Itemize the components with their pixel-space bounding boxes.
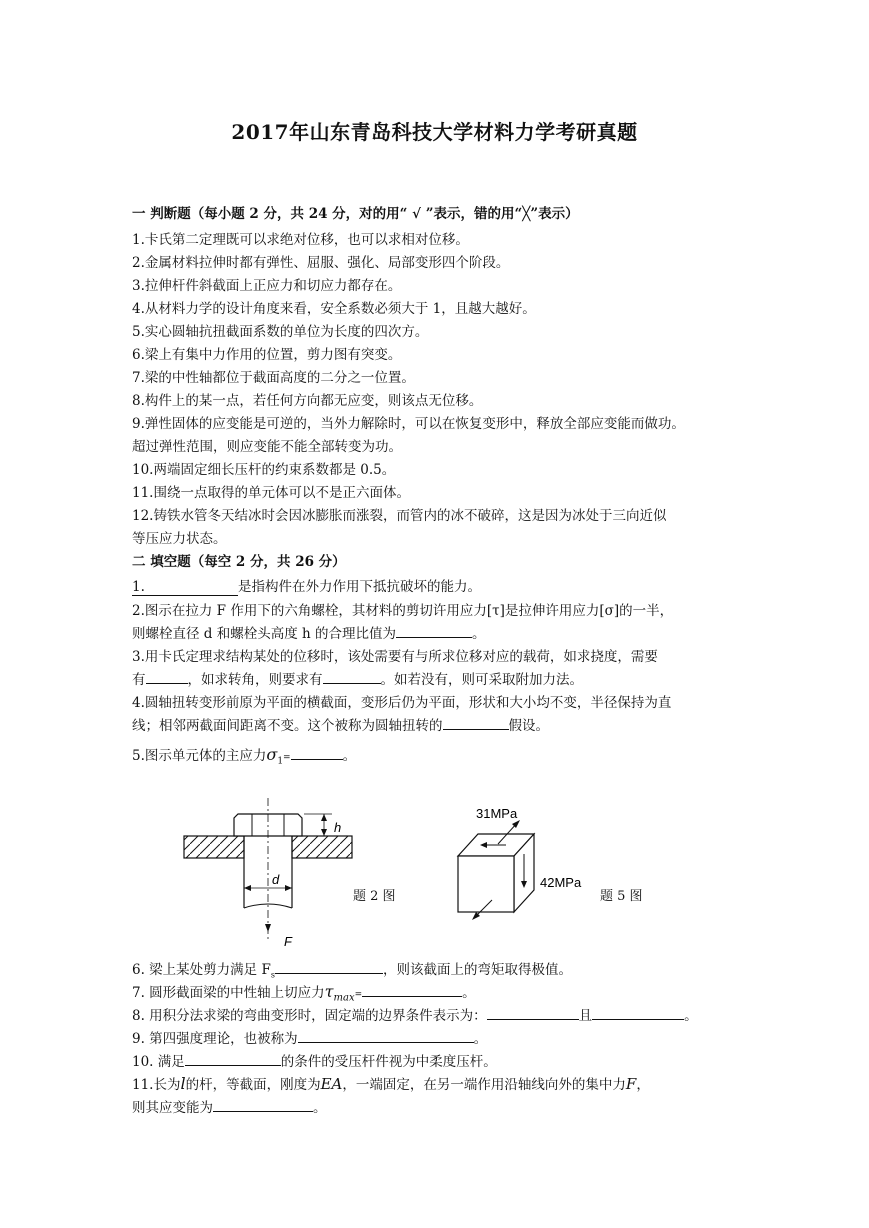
s2-q8-blank-2[interactable] [592, 1006, 684, 1020]
s2-q11-line1 [132, 1073, 650, 1093]
s2-q11-text-c: ，一端固定，在另一端作用沿轴线向外的集中力 [342, 1077, 626, 1093]
s2-q10 [132, 1050, 497, 1070]
s2-q7-blank[interactable] [362, 983, 462, 997]
s2-q3-line1: 3.用卡氏定理求结构某处的位移时，该处需要有与所求位移对应的载荷，如求挠度，需要 [132, 649, 658, 665]
s2-q2-blank[interactable] [396, 624, 472, 638]
plate-left [184, 836, 244, 858]
s1-item-1: 1.卡氏第二定理既可以求绝对位移，也可以求相对位移。 [132, 232, 469, 248]
s2-q8-end: 。 [684, 1008, 698, 1024]
s2-q6-text-b: ，则该截面上的弯矩取得极值。 [382, 962, 572, 978]
s1-item-2: 2.金属材料拉伸时都有弹性、屈服、强化、局部变形四个阶段。 [132, 255, 510, 271]
s2-q8 [132, 1004, 698, 1024]
s1-item-5: 5.实心圆轴抗扭截面系数的单位为长度的四次方。 [132, 324, 429, 340]
s2-q11-end: 。 [313, 1100, 327, 1116]
s2-q3-line2 [132, 668, 583, 688]
s1-item-12-cont: 等压应力状态。 [132, 531, 227, 547]
s2-q3-text-b: ，如求转角，则要求有 [187, 672, 323, 688]
label-h: h [334, 820, 342, 835]
s2-q5-end: 。 [342, 748, 357, 764]
label-42mpa: 42MPa [540, 875, 582, 890]
s2-q3-text-a: 有 [132, 672, 146, 688]
section-2-heading: 二 填空题（每空 2 分，共 26 分） [132, 554, 346, 570]
s2-q2-text: 则螺栓直径 d 和螺栓头高度 h 的合理比值为 [132, 626, 397, 642]
label-d: d [272, 872, 280, 887]
s2-q9-text: 9. 第四强度理论，也被称为 [132, 1031, 298, 1047]
d-arrow-left [244, 885, 251, 891]
s2-q3-text-c: 。如若没有，则可采取附加力法。 [380, 672, 583, 688]
s1-item-3: 3.拉伸杆件斜截面上正应力和切应力都存在。 [132, 278, 402, 294]
figure-5-stress-element [452, 800, 602, 925]
figure-2-caption: 题 2 图 [353, 889, 396, 904]
s2-q11-blank[interactable] [213, 1098, 313, 1112]
s2-q11-f: F [625, 1075, 637, 1093]
sigma-subscript: 1 [277, 756, 284, 767]
s2-q7-equals: = [354, 990, 363, 1000]
s1-item-11: 11.围绕一点取得的单元体可以不是正六面体。 [132, 485, 410, 501]
s2-q8-blank-1[interactable] [487, 1006, 579, 1020]
s2-q4-blank[interactable] [443, 716, 509, 730]
force-arrow-head [265, 924, 271, 932]
s1-item-6: 6.梁上有集中力作用的位置，剪力图有突变。 [132, 347, 402, 363]
s1-item-10: 10.两端固定细长压杆的约束系数都是 0.5。 [132, 462, 396, 478]
s2-q1 [132, 575, 481, 596]
s2-q11-text-a: 11.长为 [132, 1077, 181, 1093]
s1-item-8: 8.构件上的某一点，若任何方向都无应变，则该点无位移。 [132, 393, 483, 409]
s2-q6 [132, 958, 572, 980]
s2-q11-ea: EA [320, 1075, 343, 1093]
s2-q2-line2 [132, 622, 486, 642]
cube-front-face [458, 856, 514, 912]
figure-2-bolt-diagram [180, 794, 360, 956]
s1-item-4: 4.从材料力学的设计角度来看，安全系数必须大于 1，且越大越好。 [132, 301, 536, 317]
s2-q1-number: 1. [132, 579, 238, 596]
s2-q8-text: 8. 用积分法求梁的弯曲变形时，固定端的边界条件表示为： [132, 1008, 487, 1024]
s2-q8-and: 且 [578, 1008, 593, 1024]
s2-q3-blank-2[interactable] [323, 670, 381, 684]
tau-subscript: max [333, 992, 355, 1004]
s2-q10-blank[interactable] [185, 1052, 281, 1066]
s2-q7-end: 。 [462, 985, 476, 1001]
s2-q4-text: 线；相邻两截面间距离不变。这个被称为圆轴扭转的 [132, 718, 443, 734]
s2-q11-text-d: ， [636, 1077, 650, 1093]
s2-q2-line1: 2.图示在拉力 F 作用下的六角螺栓，其材料的剪切许用应力[τ]是拉伸许用应力[σ]的一半， [132, 603, 674, 619]
h-arrow-top [321, 814, 327, 821]
s2-q7-text: 7. 圆形截面梁的中性轴上切应力 [132, 985, 325, 1001]
s2-q11-text-e: 则其应变能为 [132, 1100, 213, 1116]
sigma-symbol: σ [266, 745, 278, 764]
d-arrow-right [285, 885, 292, 891]
s2-q5 [132, 744, 356, 767]
page-title: 2017年山东青岛科技大学材料力学考研真题 [231, 120, 638, 144]
s2-q9-blank[interactable] [298, 1029, 474, 1043]
s1-item-9-cont: 超过弹性范围，则应变能不能全部转变为功。 [132, 439, 402, 455]
s2-q11-text-b: 的杆，等截面，刚度为 [185, 1077, 321, 1093]
s2-q10-text-b: 的条件的受压杆件视为中柔度压杆。 [280, 1054, 497, 1070]
s2-q4-line2 [132, 714, 549, 734]
label-31mpa: 31MPa [476, 806, 518, 821]
s2-q5-equals: = [283, 753, 291, 763]
s2-q6-text: 6. 梁上某处剪力满足 F [132, 962, 271, 978]
s2-q9-end: 。 [473, 1031, 488, 1047]
s1-item-7: 7.梁的中性轴都位于截面高度的二分之一位置。 [132, 370, 415, 386]
s1-item-9: 9.弹性固体的应变能是可逆的，当外力解除时，可以在恢复变形中，释放全部应变能而做功。 [132, 416, 685, 432]
plate-right [292, 836, 352, 858]
s2-q6-blank[interactable] [275, 960, 383, 974]
s2-q11-l: l [180, 1074, 186, 1093]
tau-symbol: τ [324, 982, 334, 1001]
s2-q7 [132, 981, 476, 1004]
s2-q4-end: 假设。 [508, 718, 549, 734]
s2-q3-blank-1[interactable] [146, 670, 188, 684]
h-arrow-bottom [321, 829, 327, 836]
s2-q11-line2 [132, 1096, 327, 1116]
section-1-heading: 一 判断题（每小题 2 分，共 24 分，对的用“ √ ”表示，错的用“╳”表示） [132, 206, 579, 222]
s2-q9 [132, 1027, 487, 1047]
s1-item-12: 12.铸铁水管冬天结冰时会因冰膨胀而涨裂，而管内的冰不破碎，这是因为冰处于三向近似 [132, 508, 667, 524]
s2-q1-text: 是指构件在外力作用下抵抗破坏的能力。 [238, 579, 481, 595]
figure-5-caption: 题 5 图 [600, 889, 643, 904]
label-F: F [284, 934, 292, 949]
s2-q5-blank[interactable] [291, 746, 343, 760]
s2-q6-subscript: s [270, 970, 275, 980]
s2-q2-end: 。 [472, 626, 486, 642]
s2-q4-line1: 4.圆轴扭转变形前原为平面的横截面，变形后仍为平面，形状和大小均不变，半径保持为直 [132, 695, 672, 711]
s2-q10-text: 10. 满足 [132, 1054, 185, 1070]
s2-q5-text: 5.图示单元体的主应力 [132, 748, 267, 764]
